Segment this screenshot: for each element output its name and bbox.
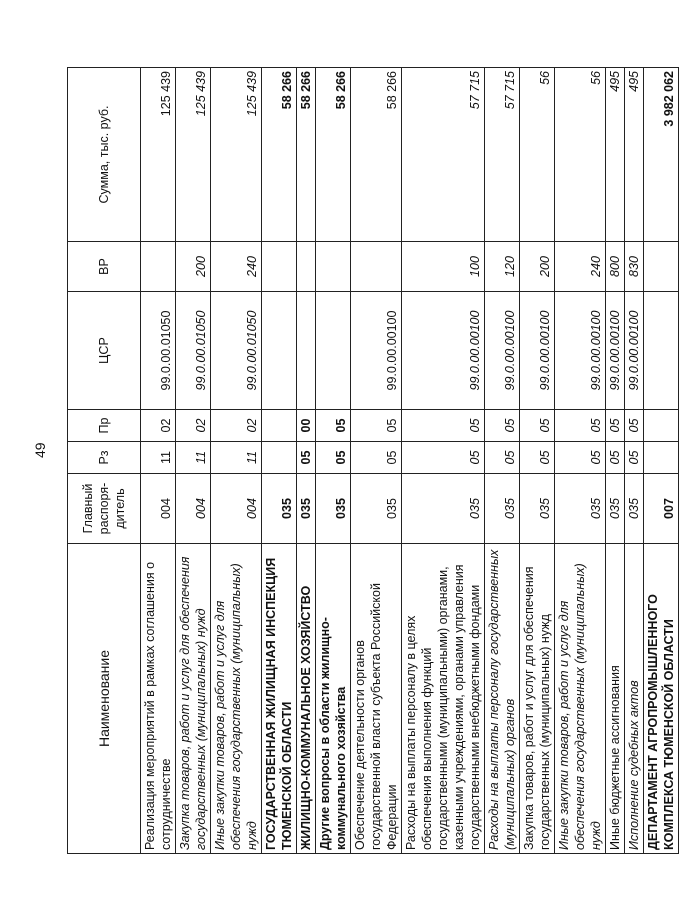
row-sum: 125 439 — [211, 68, 262, 242]
row-pr: 05 — [351, 410, 402, 442]
row-sum: 58 266 — [297, 68, 316, 242]
table-row — [297, 68, 316, 854]
header-csr: ЦСР — [68, 292, 141, 410]
row-rz: 11 — [141, 442, 176, 474]
table-row — [402, 68, 485, 854]
row-csr: 99.0.00.01050 — [141, 292, 176, 410]
table-row — [176, 68, 211, 854]
row-rz: 05 — [316, 442, 351, 474]
table-row — [211, 68, 262, 854]
table-row — [625, 68, 644, 854]
row-vr — [316, 242, 351, 292]
table-row — [644, 68, 679, 854]
row-vr — [141, 242, 176, 292]
row-rz: 11 — [176, 442, 211, 474]
row-vr — [351, 242, 402, 292]
row-pr — [644, 410, 679, 442]
page-number: 49 — [32, 442, 48, 458]
row-vr: 200 — [176, 242, 211, 292]
row-sum: 58 266 — [351, 68, 402, 242]
row-csr: 99.0.00.00100 — [402, 292, 485, 410]
row-glav: 035 — [606, 474, 625, 544]
row-glav: 035 — [316, 474, 351, 544]
row-glav: 035 — [262, 474, 297, 544]
row-csr: 99.0.00.00100 — [520, 292, 555, 410]
row-csr — [262, 292, 297, 410]
row-glav: 035 — [485, 474, 520, 544]
row-sum: 56 — [555, 68, 606, 242]
row-name: Расходы на выплаты персоналу в целях обеспечения выполнения функций государственными (муниципальными) органами, казенными учреждениями, органами управления государственными внебюджетными фондами — [402, 544, 485, 854]
table-row — [262, 68, 297, 854]
row-pr: 02 — [211, 410, 262, 442]
row-glav: 035 — [297, 474, 316, 544]
row-rz: 05 — [485, 442, 520, 474]
header-vr: ВР — [68, 242, 141, 292]
row-pr: 05 — [520, 410, 555, 442]
row-csr: 99.0.00.01050 — [211, 292, 262, 410]
row-pr: 05 — [625, 410, 644, 442]
header-sum: Сумма, тыс. руб. — [68, 68, 141, 242]
table-row — [316, 68, 351, 854]
row-pr: 02 — [176, 410, 211, 442]
row-csr — [644, 292, 679, 410]
table-row — [606, 68, 625, 854]
row-sum: 57 715 — [485, 68, 520, 242]
row-sum: 56 — [520, 68, 555, 242]
row-glav: 035 — [351, 474, 402, 544]
row-csr: 99.0.00.00100 — [351, 292, 402, 410]
row-vr: 200 — [520, 242, 555, 292]
row-vr — [644, 242, 679, 292]
row-csr — [316, 292, 351, 410]
row-pr — [262, 410, 297, 442]
row-csr: 99.0.00.00100 — [606, 292, 625, 410]
row-vr — [262, 242, 297, 292]
row-name: ЖИЛИЩНО-КОММУНАЛЬНОЕ ХОЗЯЙСТВО — [297, 544, 316, 854]
row-csr: 99.0.00.00100 — [485, 292, 520, 410]
row-csr: 99.0.00.00100 — [555, 292, 606, 410]
row-name: Закупка товаров, работ и услуг для обеспечения государственных (муниципальных) нужд — [520, 544, 555, 854]
row-pr: 05 — [485, 410, 520, 442]
row-vr: 240 — [555, 242, 606, 292]
row-name: Реализация мероприятий в рамках соглашения о сотрудничестве — [141, 544, 176, 854]
rotated-table-container — [67, 68, 676, 854]
row-rz: 05 — [555, 442, 606, 474]
row-vr: 100 — [402, 242, 485, 292]
row-glav: 035 — [402, 474, 485, 544]
row-sum: 125 439 — [141, 68, 176, 242]
row-csr: 99.0.00.00100 — [625, 292, 644, 410]
row-csr: 99.0.00.01050 — [176, 292, 211, 410]
table-row — [485, 68, 520, 854]
row-pr: 00 — [297, 410, 316, 442]
row-rz — [644, 442, 679, 474]
header-row — [68, 68, 141, 854]
row-glav: 007 — [644, 474, 679, 544]
row-sum: 495 — [625, 68, 644, 242]
row-sum: 495 — [606, 68, 625, 242]
row-glav: 035 — [625, 474, 644, 544]
table-row — [351, 68, 402, 854]
header-rz: Рз — [68, 442, 141, 474]
row-rz: 05 — [520, 442, 555, 474]
header-name: Наименование — [68, 544, 141, 854]
row-glav: 004 — [141, 474, 176, 544]
row-sum: 58 266 — [316, 68, 351, 242]
row-name: ДЕПАРТАМЕНТ АГРОПРОМЫШЛЕННОГО КОМПЛЕКСА ТЮМЕНСКОЙ ОБЛАСТИ — [644, 544, 679, 854]
row-glav: 004 — [211, 474, 262, 544]
row-name: Исполнение судебных актов — [625, 544, 644, 854]
table-row — [141, 68, 176, 854]
row-rz: 05 — [402, 442, 485, 474]
row-name: Обеспечение деятельности органов государственной власти субъекта Российской Федерации — [351, 544, 402, 854]
row-vr: 120 — [485, 242, 520, 292]
row-rz: 05 — [297, 442, 316, 474]
table-row — [520, 68, 555, 854]
row-sum: 3 982 062 — [644, 68, 679, 242]
row-sum: 58 266 — [262, 68, 297, 242]
table-row — [555, 68, 606, 854]
row-sum: 125 439 — [176, 68, 211, 242]
row-name: Иные бюджетные ассигнования — [606, 544, 625, 854]
row-vr: 240 — [211, 242, 262, 292]
budget-table — [67, 67, 679, 854]
row-csr — [297, 292, 316, 410]
row-vr: 830 — [625, 242, 644, 292]
row-pr: 05 — [402, 410, 485, 442]
row-pr: 02 — [141, 410, 176, 442]
row-pr: 05 — [316, 410, 351, 442]
row-rz: 11 — [211, 442, 262, 474]
row-rz: 05 — [351, 442, 402, 474]
row-name: Расходы на выплаты персоналу государственных (муниципальных) органов — [485, 544, 520, 854]
row-pr: 05 — [555, 410, 606, 442]
row-sum: 57 715 — [402, 68, 485, 242]
row-rz: 05 — [606, 442, 625, 474]
row-name: Иные закупки товаров, работ и услуг для обеспечения государственных (муниципальных) нужд — [211, 544, 262, 854]
row-rz: 05 — [625, 442, 644, 474]
row-name: Иные закупки товаров, работ и услуг для обеспечения государственных (муниципальных) нужд — [555, 544, 606, 854]
header-pr: Пр — [68, 410, 141, 442]
row-pr: 05 — [606, 410, 625, 442]
row-vr: 800 — [606, 242, 625, 292]
header-glav: Главный распоря-дитель — [68, 474, 141, 544]
row-name: Другие вопросы в области жилищно-коммунального хозяйства — [316, 544, 351, 854]
row-glav: 035 — [555, 474, 606, 544]
row-glav: 004 — [176, 474, 211, 544]
row-name: ГОСУДАРСТВЕННАЯ ЖИЛИЩНАЯ ИНСПЕКЦИЯ ТЮМЕНСКОЙ ОБЛАСТИ — [262, 544, 297, 854]
row-glav: 035 — [520, 474, 555, 544]
row-name: Закупка товаров, работ и услуг для обеспечения государственных (муниципальных) нужд — [176, 544, 211, 854]
row-rz — [262, 442, 297, 474]
row-vr — [297, 242, 316, 292]
